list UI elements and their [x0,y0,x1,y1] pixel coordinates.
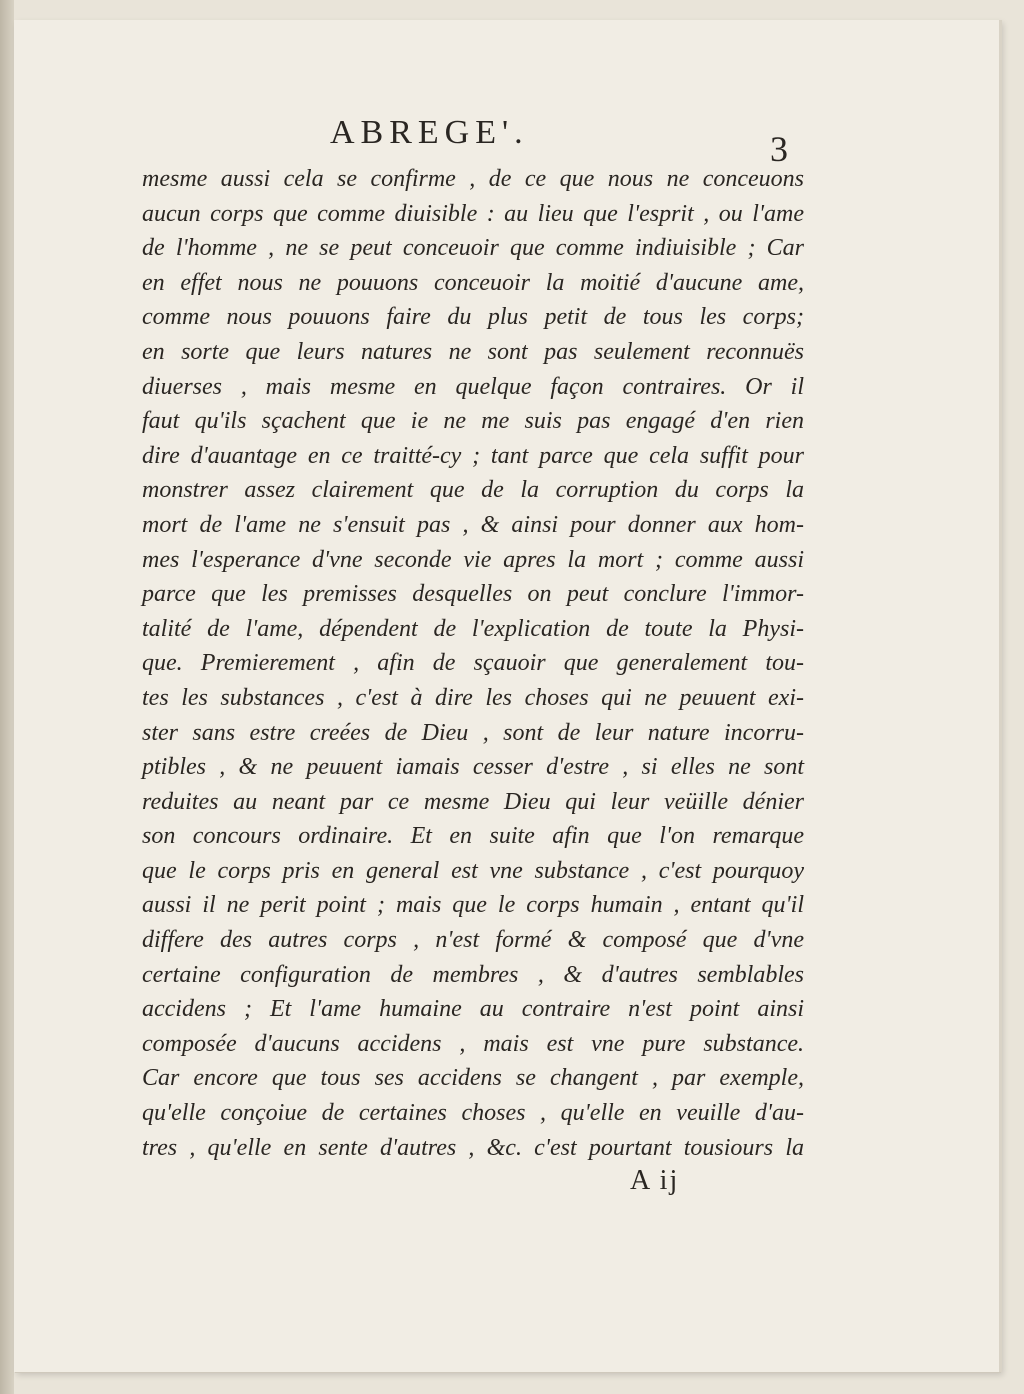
text-line: tres , qu'elle en sente d'autres , &c. c'est pourtant tousiours la [142,1134,804,1161]
text-line: certaine configuration de membres , & d'autres semblables [142,961,804,988]
left-spine [0,0,14,1394]
text-line: talité de l'ame, dépendent de l'explication de toute la Physi- [142,615,804,642]
text-line: aucun corps que comme diuisible : au lieu que l'esprit , ou l'ame [142,200,804,227]
text-line: faut qu'ils sçachent que ie ne me suis pas engagé d'en rien [142,408,804,435]
text-line: dire d'auantage en ce traitté-cy ; tant parce que cela suffit pour [142,442,804,469]
text-line: mesme aussi cela se confirme , de ce que nous ne conceuons [142,166,804,192]
text-line: differe des autres corps , n'est formé & composé que d'vne [142,927,804,954]
text-line: aussi il ne perit point ; mais que le corps humain , entant qu'il [142,892,804,919]
text-line: diuerses , mais mesme en quelque façon contraires. Or il [142,373,804,400]
text-line: en sorte que leurs natures ne sont pas seulement reconnuës [142,338,804,365]
text-line: que le corps pris en general est vne substance , c'est pourquoy [142,857,804,884]
signature-mark: A ij [630,1165,680,1196]
text-line: tes les substances , c'est à dire les choses qui ne peuuent exi- [142,684,804,711]
text-line: composée d'aucuns accidens , mais est vne pure substance. [142,1030,804,1057]
text-line: ster sans estre creées de Dieu , sont de leur nature incorru- [142,719,804,746]
text-line: reduites au neant par ce mesme Dieu qui leur veüille dénier [142,788,804,815]
text-line: ptibles , & ne peuuent iamais cesser d'estre , si elles ne sont [142,754,804,781]
page-edge [999,20,1002,1372]
running-title: ABREGE'. [330,114,529,151]
text-line: son concours ordinaire. Et en suite afin que l'on remarque [142,823,804,850]
text-line: que. Premierement , afin de sçauoir que generalement tou- [142,650,804,677]
text-line: qu'elle conçoiue de certaines choses , qu'elle en veuille d'au- [142,1100,804,1127]
text-line: parce que les premisses desquelles on peut conclure l'immor- [142,581,804,608]
text-line: mes l'esperance d'vne seconde vie apres la mort ; comme aussi [142,546,804,573]
text-line: mort de l'ame ne s'ensuit pas , & ainsi pour donner aux hom- [142,511,804,538]
page-number: 3 [770,129,788,169]
text-line: accidens ; Et l'ame humaine au contraire n'est point ainsi [142,996,804,1023]
text-line: en effet nous ne pouuons conceuoir la moitié d'aucune ame, [142,269,804,296]
text-line: comme nous pouuons faire du plus petit de tous les corps; [142,304,804,331]
text-line: monstrer assez clairement que de la corruption du corps la [142,477,804,504]
text-line: Car encore que tous ses accidens se changent , par exemple, [142,1065,804,1092]
body-text [142,162,804,1165]
text-line: de l'homme , ne se peut conceuoir que comme indiuisible ; Car [142,235,804,262]
